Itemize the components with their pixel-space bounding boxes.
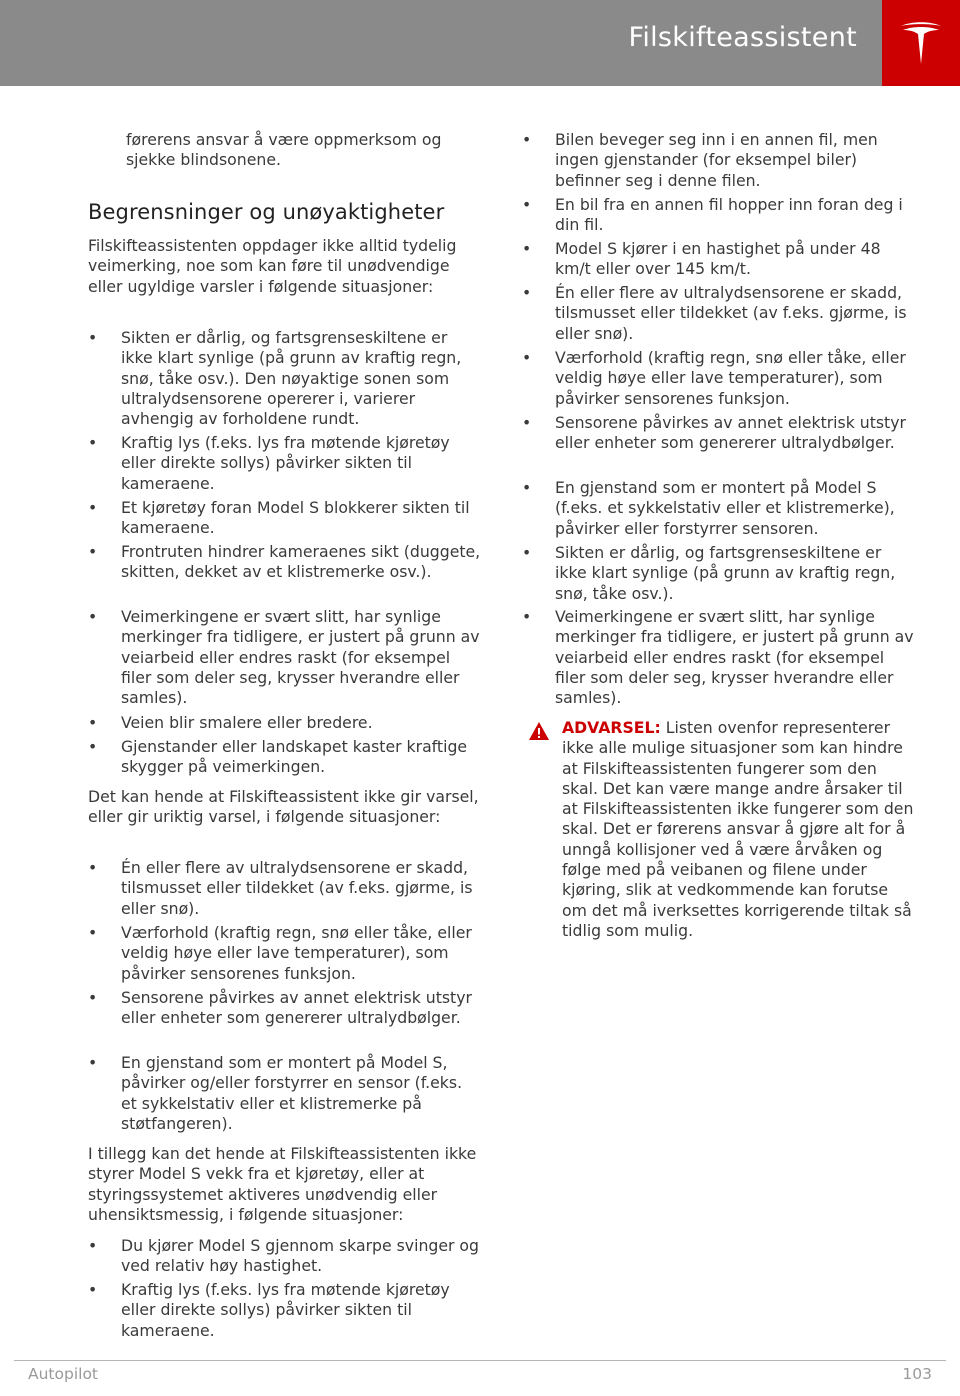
paragraph-1: Filskifteassistenten oppdager ikke alltid tydelig veimerking, noe som kan føre til unødvendige eller ugyldige varsler i følgende situasjoner: (88, 236, 457, 296)
section-heading: Begrensninger og unøyaktigheter (88, 200, 445, 224)
intro-paragraph: førerens ansvar å være oppmerksom og sjekke blindsonene. (126, 130, 442, 170)
footer-section: Autopilot (28, 1365, 98, 1383)
paragraph-2: Det kan hende at Filskifteassistent ikke gir varsel, eller gir uriktig varsel, i følgende situasjoner: (88, 787, 479, 827)
footer-divider (14, 1360, 946, 1361)
page-title: Filskifteassistent (628, 22, 857, 53)
warning-label: ADVARSEL: (562, 718, 661, 737)
warning-text (562, 718, 917, 941)
warning-triangle-icon (528, 721, 550, 746)
page-number: 103 (902, 1365, 932, 1383)
warning-body: Listen ovenfor representerer ikke alle mulige situasjoner som kan hindre at Filskifteassistenten fungerer som den skal. Det kan være mange andre årsaker til at Filskifteassistenten ikke fungerer som den skal. Det er førerens ansvar å gjøre alt for å unngå kollisjoner ved å være årvåken og følge med på veibanen og filene under kjøring, slik at vedkommende kan forutse om det må iverksettes korrigerende tiltak så tidlig som mulig. (562, 718, 914, 940)
page-header (0, 0, 960, 86)
tesla-logo (882, 0, 960, 86)
paragraph-3: I tillegg kan det hende at Filskifteassistenten ikke styrer Model S vekk fra et kjøretøy, eller at styringssystemet aktiveres unødvendig eller uhensiktsmessig, i følgende situasjoner: (88, 1144, 477, 1224)
tesla-t-logo-icon (899, 19, 943, 67)
